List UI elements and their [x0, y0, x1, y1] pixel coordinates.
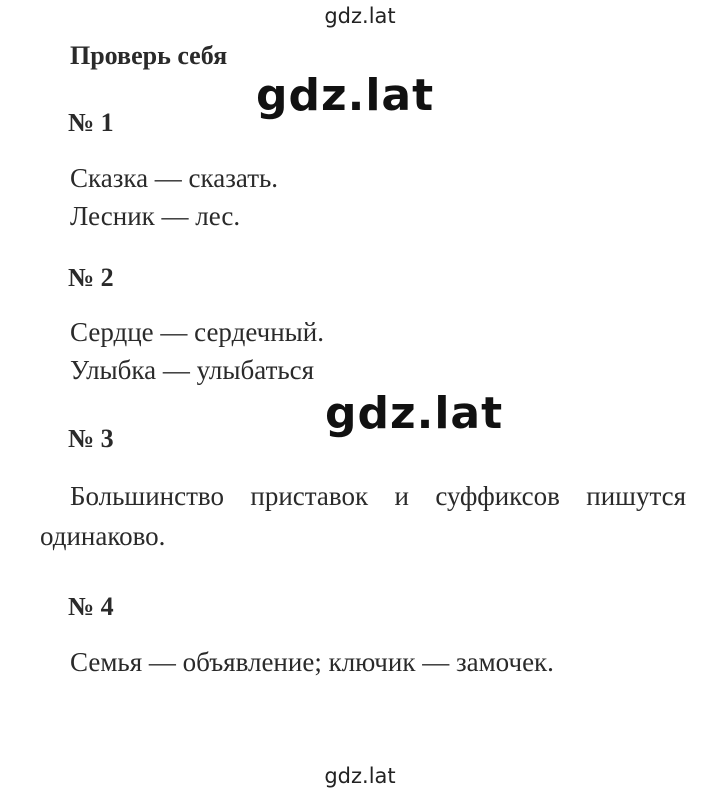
watermark-bottom: gdz.lat — [324, 764, 396, 788]
task-1-line-1: Сказка — сказать. — [70, 163, 279, 193]
watermark-top: gdz.lat — [324, 4, 396, 28]
task-3-line-2: одинаково. — [40, 521, 166, 551]
task-1-line-2: Лесник — лес. — [70, 201, 241, 231]
task-4-line-1: Семья — объявление; ключик — замочек. — [70, 647, 554, 677]
page-title: Проверь себя — [70, 41, 228, 70]
watermark-center-2: gdz.lat — [325, 388, 504, 439]
task-4-number: № 4 — [68, 592, 114, 621]
task-3-number: № 3 — [68, 424, 114, 453]
task-1-number: № 1 — [68, 108, 114, 137]
task-2-number: № 2 — [68, 263, 114, 292]
watermark-center-1: gdz.lat — [256, 70, 435, 121]
task-3-line-1: Большинство приставок и суффиксов пишутся — [70, 481, 686, 511]
task-3-paragraph — [40, 476, 686, 556]
task-2-line-2: Улыбка — улыбаться — [70, 355, 315, 385]
task-2-line-1: Сердце — сердечный. — [70, 317, 324, 347]
